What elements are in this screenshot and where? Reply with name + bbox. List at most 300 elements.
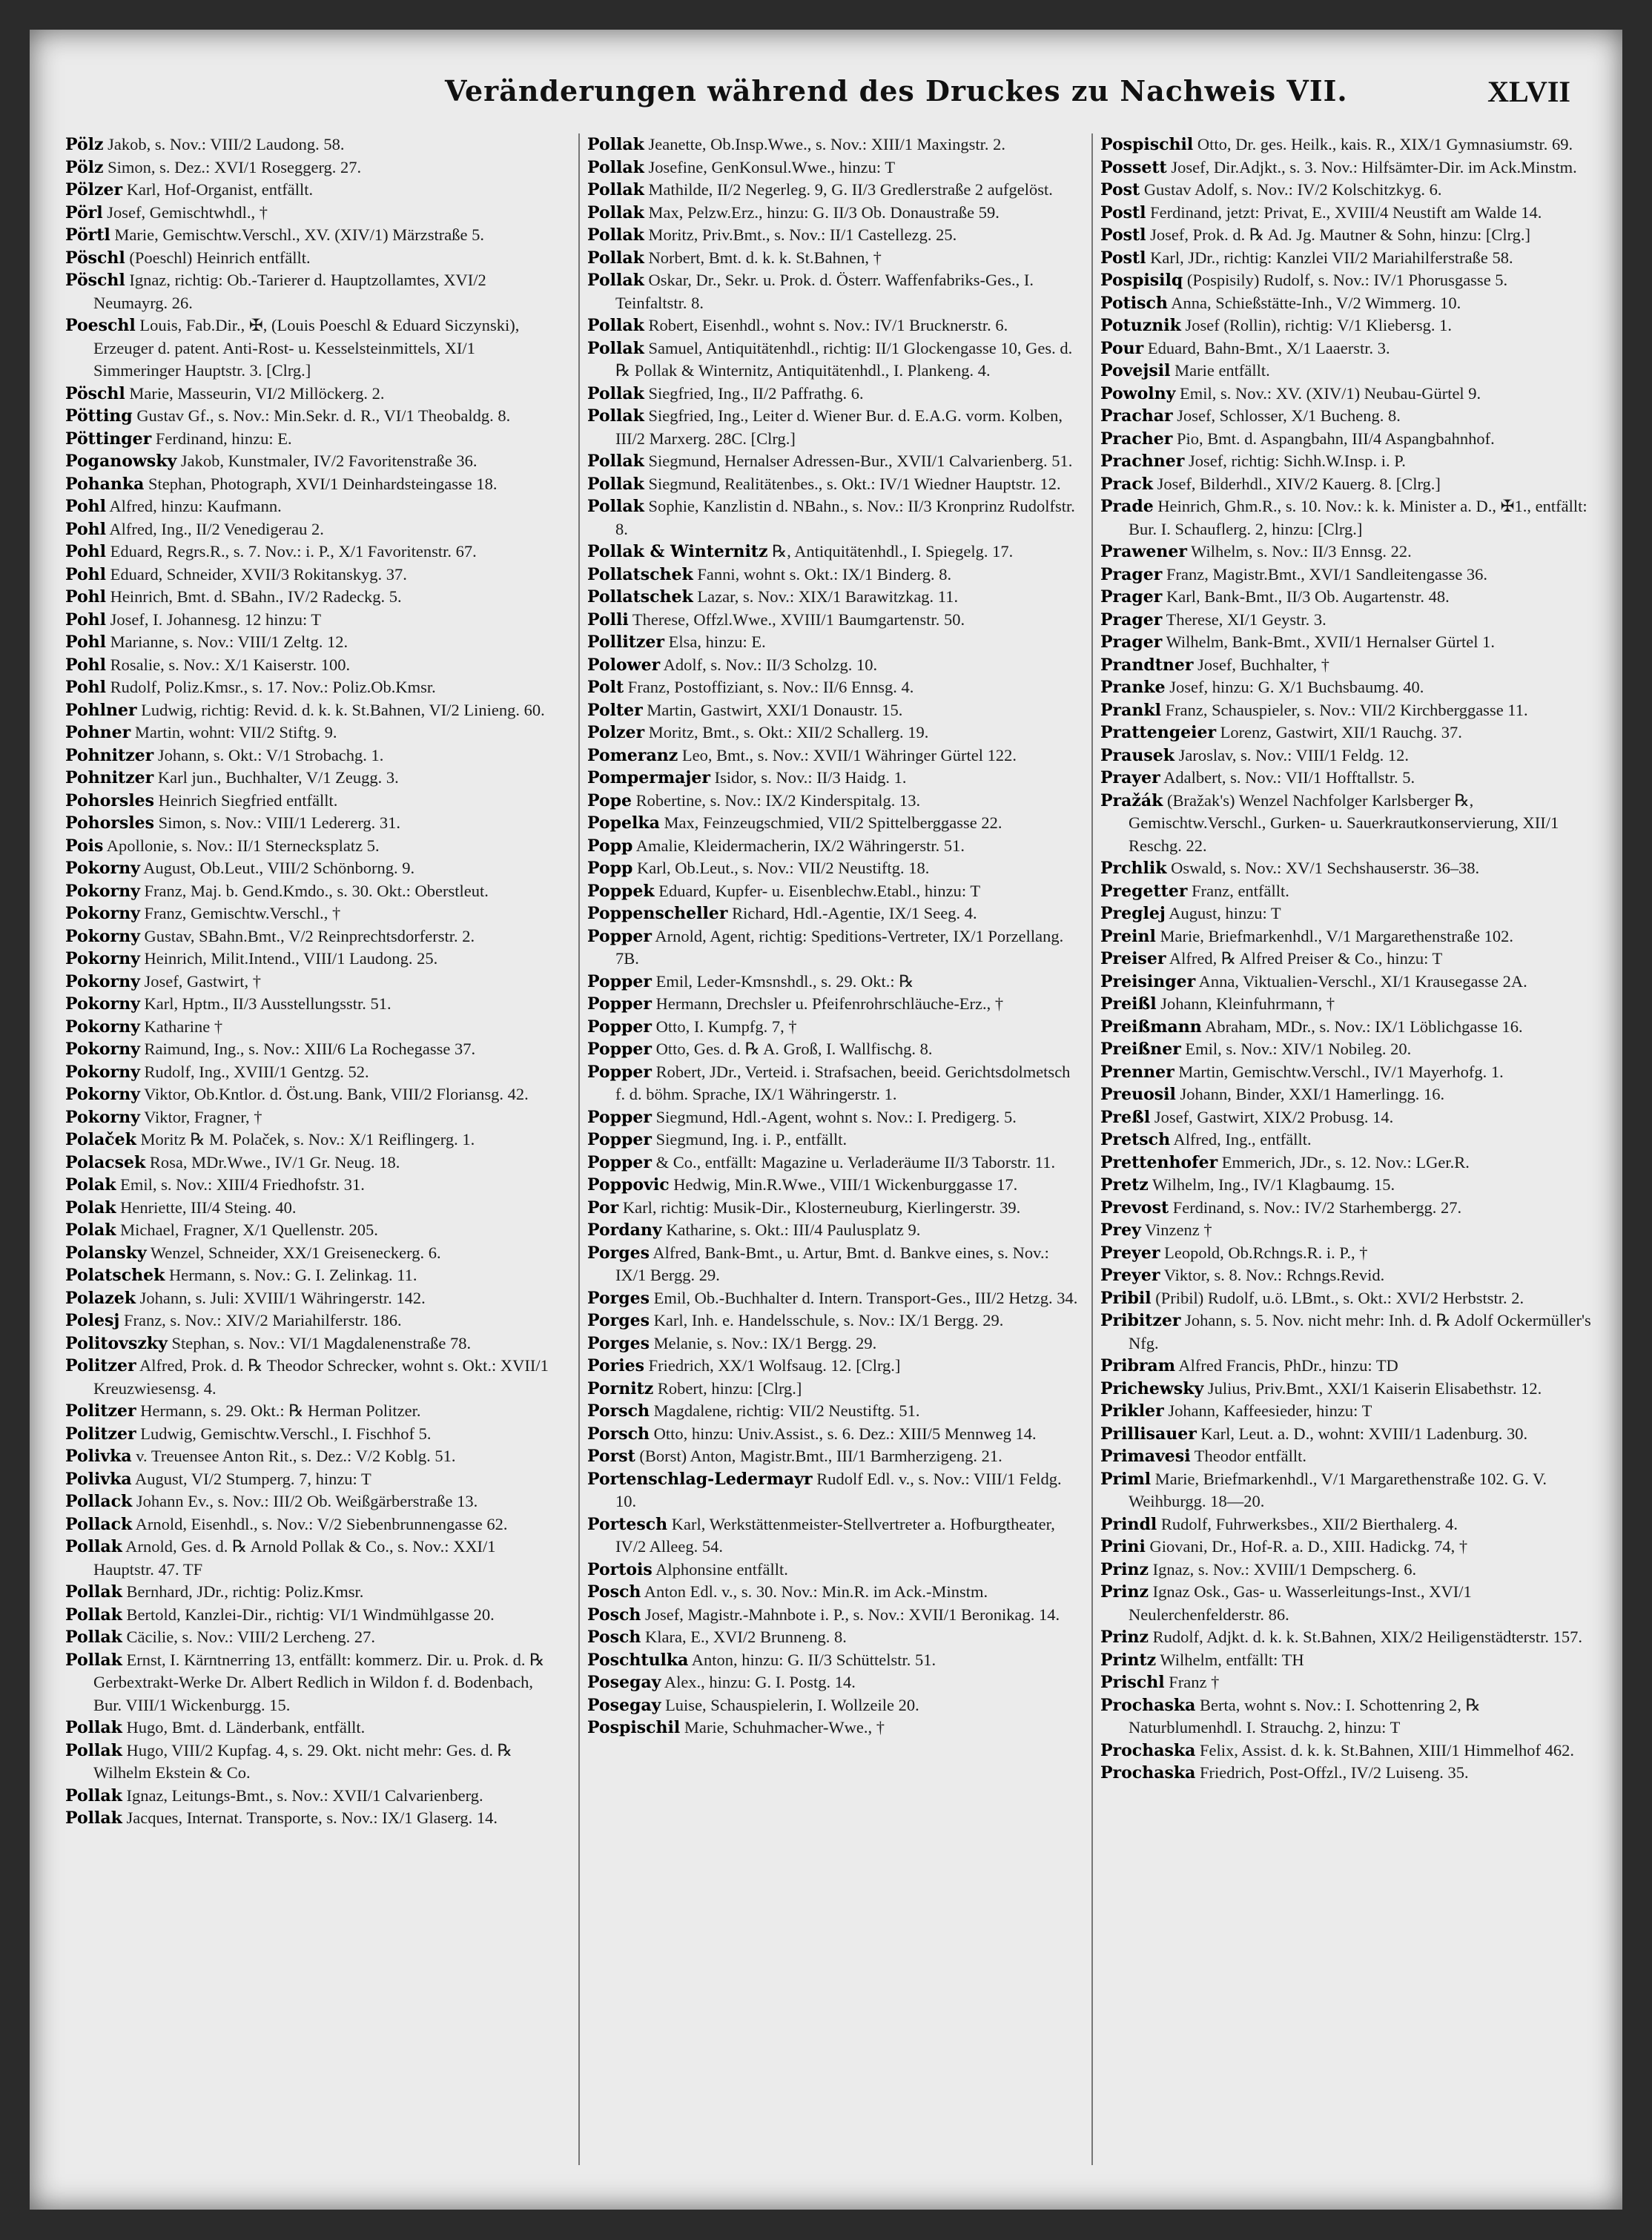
entry-surname: Popper	[587, 971, 652, 991]
entry-details: Franz, Maj. b. Gend.Kmdo., s. 30. Okt.: Oberstleut.	[139, 881, 489, 900]
entry-surname: Pohl	[65, 655, 106, 675]
directory-entry	[587, 790, 1083, 813]
entry-details: Alfred, ℞ Alfred Preiser & Co., hinzu: T	[1166, 949, 1443, 968]
entry-details: Josef, Buchhalter, †	[1193, 655, 1329, 674]
entry-details: Isidor, s. Nov.: II/3 Haidg. 1.	[710, 768, 907, 787]
entry-surname: Prindl	[1100, 1514, 1157, 1534]
entry-details: Henriette, III/4 Steing. 40.	[116, 1197, 297, 1217]
entry-details: Karl, Leut. a. D., wohnt: XVIII/1 Ladenburg. 30.	[1196, 1424, 1528, 1443]
directory-entry	[1100, 292, 1596, 315]
entry-details: Anna, Viktualien-Verschl., XI/1 Krausegasse 2A.	[1195, 971, 1527, 991]
directory-entry	[1100, 1762, 1596, 1785]
entry-details: & Co., entfällt: Magazine u. Verladeräume II/3 Taborstr. 11.	[651, 1152, 1056, 1172]
directory-entry	[65, 428, 561, 451]
entry-surname: Pollak	[65, 1650, 122, 1670]
directory-entry	[587, 1581, 1083, 1604]
directory-entry	[1100, 699, 1596, 722]
directory-entry	[65, 1174, 561, 1197]
entry-surname: Pokorny	[65, 859, 140, 878]
entry-surname: Portenschlag-Ledermayr	[587, 1469, 813, 1489]
entry-details: Rudolf, Adjkt. d. k. k. St.Bahnen, XIX/2 Heiligenstädterstr. 157.	[1148, 1628, 1582, 1646]
entry-details: Alfred Francis, PhDr., hinzu: TD	[1175, 1356, 1398, 1375]
entry-details: Franz, s. Nov.: XIV/2 Mariahilferstr. 186.	[119, 1311, 402, 1329]
entry-details: Norbert, Bmt. d. k. k. St.Bahnen, †	[644, 248, 882, 267]
directory-entry	[1100, 586, 1596, 609]
entry-surname: Polzer	[587, 723, 645, 742]
entry-surname: Pohorsles	[65, 790, 155, 810]
directory-entry	[1100, 1536, 1596, 1559]
entry-surname: Primavesi	[1100, 1447, 1191, 1466]
directory-entry	[587, 1717, 1083, 1740]
entry-details: Ignaz, Leitungs-Bmt., s. Nov.: XVII/1 Calvarienberg.	[122, 1785, 483, 1805]
directory-entry	[65, 1445, 561, 1468]
entry-details: Amalie, Kleidermacherin, IX/2 Währingerstr. 51.	[632, 836, 965, 855]
directory-entry	[587, 812, 1083, 835]
directory-entry	[1100, 1559, 1596, 1582]
directory-entry	[587, 609, 1083, 632]
directory-entry	[65, 1468, 561, 1491]
entry-surname: Printz	[1100, 1650, 1157, 1670]
entry-surname: Porges	[587, 1333, 650, 1353]
entry-surname: Porges	[587, 1243, 650, 1263]
directory-entry	[65, 812, 561, 835]
directory-entry	[1100, 179, 1596, 202]
entry-details: Eduard, Bahn-Bmt., X/1 Laaerstr. 3.	[1143, 338, 1390, 357]
directory-entry	[587, 586, 1083, 609]
entry-details: Franz, entfällt.	[1187, 881, 1289, 900]
entry-details: Johann Ev., s. Nov.: III/2 Ob. Weißgärberstraße 13.	[132, 1492, 478, 1510]
directory-entry	[587, 247, 1083, 270]
entry-details: Ferdinand, jetzt: Privat, E., XVIII/4 Neustift am Walde 14.	[1146, 202, 1542, 222]
entry-details: Hedwig, Min.R.Wwe., VIII/1 Wickenburggasse 17.	[669, 1175, 1018, 1194]
entry-details: Robert, Eisenhdl., wohnt s. Nov.: IV/1 Brucknerstr. 6.	[644, 316, 1008, 334]
directory-entry	[65, 1038, 561, 1061]
directory-entry	[1100, 1626, 1596, 1649]
entry-details: Martin, Gemischtw.Verschl., IV/1 Mayerhofg. 1.	[1174, 1062, 1504, 1081]
entry-surname: Powolny	[1100, 383, 1176, 403]
directory-entry	[587, 495, 1083, 541]
directory-entry	[65, 383, 561, 406]
directory-entry	[1100, 767, 1596, 790]
entry-surname: Pollak	[65, 1740, 122, 1760]
entry-surname: Prichewsky	[1100, 1378, 1204, 1398]
entry-details: Alex., hinzu: G. I. Postg. 14.	[661, 1673, 856, 1691]
entry-surname: Polivka	[65, 1447, 132, 1466]
entry-details: Lazar, s. Nov.: XIX/1 Barawitzkag. 11.	[693, 587, 959, 606]
directory-entry	[65, 699, 561, 722]
entry-surname: Popper	[587, 1017, 652, 1037]
directory-page	[30, 30, 1622, 2210]
entry-details: Gustav Adolf, s. Nov.: IV/2 Kolschitzkyg. 6.	[1140, 180, 1442, 199]
entry-surname: Potuznik	[1100, 316, 1181, 335]
entry-details: Johann, s. Juli: XVIII/1 Währingerstr. 142.	[135, 1288, 426, 1307]
entry-details: Anton Edl. v., s. 30. Nov.: Min.R. im Ack.-Minstm.	[641, 1582, 988, 1601]
entry-details: (Pospisily) Rudolf, s. Nov.: IV/1 Phorusgasse 5.	[1183, 271, 1508, 289]
entry-surname: Pohl	[65, 587, 106, 607]
directory-entry	[587, 1038, 1083, 1061]
entry-details: Josef, Prok. d. ℞ Ad. Jg. Mautner & Sohn, hinzu: [Clrg.]	[1146, 225, 1531, 244]
directory-entry	[1100, 1219, 1596, 1242]
entry-details: Josef, I. Johannesg. 12 hinzu: T	[105, 609, 322, 629]
directory-entry	[65, 1129, 561, 1152]
entry-surname: Pregetter	[1100, 881, 1188, 901]
directory-entry	[65, 179, 561, 202]
entry-surname: Polansky	[65, 1243, 147, 1263]
entry-surname: Posegay	[587, 1695, 661, 1715]
entry-details: Karl jun., Buchhalter, V/1 Zeugg. 3.	[153, 768, 399, 787]
directory-entry	[1100, 609, 1596, 632]
entry-surname: Pohl	[65, 542, 106, 561]
entry-surname: Prikler	[1100, 1401, 1164, 1421]
entry-surname: Pohl	[65, 609, 106, 630]
directory-entry	[587, 337, 1083, 383]
entry-surname: Polivka	[65, 1469, 132, 1489]
entry-details: Katharine †	[139, 1017, 223, 1036]
directory-entry	[65, 631, 561, 654]
entry-surname: Preyer	[1100, 1243, 1160, 1263]
entry-details: Johann, s. Okt.: V/1 Strobachg. 1.	[153, 745, 384, 764]
directory-entry	[1100, 1197, 1596, 1220]
directory-entry	[65, 586, 561, 609]
directory-entry	[65, 133, 561, 156]
directory-entry	[65, 541, 561, 564]
entry-details: Martin, wohnt: VII/2 Stiftg. 9.	[130, 723, 337, 741]
entry-surname: Posch	[587, 1605, 641, 1625]
directory-entry	[65, 1649, 561, 1717]
entry-details: Julius, Priv.Bmt., XXI/1 Kaiserin Elisabethstr. 12.	[1203, 1378, 1542, 1398]
entry-details: Jacques, Internat. Transporte, s. Nov.: IX/1 Glaserg. 14.	[122, 1808, 498, 1827]
entry-surname: Postl	[1100, 202, 1146, 222]
entry-details: Josef, Gastwirt, †	[139, 971, 262, 991]
entry-surname: Pollak	[65, 1605, 122, 1625]
entry-details: Karl, Hptm., II/3 Ausstellungsstr. 51.	[139, 994, 391, 1013]
directory-entry	[65, 224, 561, 247]
directory-entry	[1100, 948, 1596, 971]
entry-surname: Pöschl	[65, 271, 125, 290]
entry-surname: Pohl	[65, 632, 106, 652]
entry-details: Ignaz Osk., Gas- u. Wasserleitungs-Inst., XVI/1 Neulerchenfelderstr. 86.	[1129, 1582, 1472, 1624]
entry-surname: Porges	[587, 1311, 650, 1330]
directory-entry	[587, 654, 1083, 677]
entry-details: Robert, hinzu: [Clrg.]	[653, 1378, 802, 1398]
directory-entry	[65, 1423, 561, 1446]
entry-details: Franz †	[1164, 1673, 1220, 1691]
directory-entry	[587, 857, 1083, 880]
entry-details: Apollonie, s. Nov.: II/1 Sternecksplatz 5.	[103, 836, 380, 855]
entry-details: Martin, Gastwirt, XXI/1 Donaustr. 15.	[642, 700, 903, 719]
directory-entry	[1100, 1152, 1596, 1174]
entry-details: Otto, I. Kumpfg. 7, †	[651, 1017, 797, 1036]
entry-surname: Pokorny	[65, 971, 140, 991]
entry-details: Felix, Assist. d. k. k. St.Bahnen, XIII/1 Himmelhof 462.	[1195, 1740, 1574, 1760]
entry-details: Viktor, Fragner, †	[139, 1107, 262, 1126]
entry-surname: Pordany	[587, 1220, 662, 1240]
directory-entry	[1100, 744, 1596, 767]
entry-details: Jakob, s. Nov.: VIII/2 Laudong. 58.	[103, 135, 345, 153]
directory-entry	[1100, 1106, 1596, 1129]
directory-entry	[587, 971, 1083, 994]
directory-entry	[65, 993, 561, 1016]
directory-entry	[65, 857, 561, 880]
entry-details: Robert, JDr., Verteid. i. Strafsachen, beeid. Gerichtsdolmetsch f. d. böhm. Sprache, IX/1 Währingerstr. 1.	[615, 1062, 1071, 1103]
entry-surname: Polower	[587, 655, 661, 675]
directory-entry	[65, 948, 561, 971]
directory-entry	[1100, 428, 1596, 451]
directory-entry	[587, 1694, 1083, 1717]
entry-surname: Pollak & Winternitz	[587, 542, 768, 561]
entry-surname: Pranke	[1100, 678, 1166, 697]
entry-surname: Prade	[1100, 497, 1154, 516]
directory-entry	[1100, 202, 1596, 225]
directory-entry	[65, 880, 561, 903]
entry-surname: Pollak	[587, 135, 644, 154]
directory-entry	[65, 1536, 561, 1581]
entry-details: Franz, Magistr.Bmt., XVI/1 Sandleitengasse 36.	[1162, 564, 1488, 584]
entry-details: Gustav Gf., s. Nov.: Min.Sekr. d. R., VI/1 Theobaldg. 8.	[132, 406, 511, 425]
entry-surname: Pornitz	[587, 1378, 654, 1398]
directory-entry	[1100, 1581, 1596, 1626]
entry-surname: Pollak	[587, 202, 644, 222]
entry-surname: Poeschl	[65, 316, 136, 335]
directory-entry	[65, 156, 561, 179]
entry-surname: Pribram	[1100, 1356, 1175, 1375]
entry-details: Jakob, Kunstmaler, IV/2 Favoritenstraße 36.	[176, 452, 478, 470]
directory-entry	[65, 1604, 561, 1627]
directory-entry	[587, 1106, 1083, 1129]
entry-details: Eduard, Regrs.R., s. 7. Nov.: i. P., X/1 Favoritenstr. 67.	[105, 542, 477, 561]
entry-details: Siegfried, Ing., II/2 Paffrathg. 6.	[644, 383, 864, 403]
entry-surname: Pollak	[587, 452, 644, 471]
entry-details: Max, Feinzeugschmied, VII/2 Spittelberggasse 22.	[659, 813, 1002, 832]
entry-details: Moritz ℞ M. Polaček, s. Nov.: X/1 Reiflingerg. 1.	[136, 1130, 475, 1149]
entry-details: Wilhelm, Bank-Bmt., XVII/1 Hernalser Gürtel 1.	[1162, 632, 1495, 651]
entry-surname: Pöschl	[65, 383, 125, 403]
entry-surname: Preyer	[1100, 1266, 1160, 1285]
directory-entry	[65, 1400, 561, 1423]
entry-surname: Politovszky	[65, 1333, 168, 1353]
directory-entry	[1100, 495, 1596, 541]
entry-surname: Poganowsky	[65, 452, 177, 471]
directory-entry	[1100, 1174, 1596, 1197]
directory-entry	[1100, 247, 1596, 270]
entry-details: Rudolf, Fuhrwerksbes., XII/2 Bierthalerg. 4.	[1157, 1514, 1458, 1533]
directory-entry	[1100, 1400, 1596, 1423]
entry-details: Heinrich, Milit.Intend., VIII/1 Laudong. 25.	[139, 949, 438, 968]
directory-entry	[65, 902, 561, 925]
entry-surname: Pospischil	[587, 1718, 681, 1737]
directory-entry	[587, 1378, 1083, 1401]
entry-surname: Pohl	[65, 497, 106, 516]
entry-surname: Popper	[587, 1040, 652, 1059]
entry-details: Moritz, Priv.Bmt., s. Nov.: II/1 Castellezg. 25.	[644, 225, 957, 244]
entry-surname: Possett	[1100, 157, 1167, 177]
entry-surname: Pötting	[65, 406, 133, 426]
entry-details: Stephan, Photograph, XVI/1 Deinhardsteingasse 18.	[144, 474, 498, 493]
entry-surname: Prenner	[1100, 1062, 1174, 1082]
directory-entry	[1100, 337, 1596, 360]
entry-details: Karl, Inh. e. Handelsschule, s. Nov.: IX/1 Bergg. 29.	[649, 1311, 1004, 1329]
directory-entry	[587, 1129, 1083, 1152]
entry-surname: Preiser	[1100, 949, 1166, 968]
entry-surname: Pohlner	[65, 700, 137, 720]
entry-surname: Preglej	[1100, 904, 1166, 923]
directory-entry	[65, 1513, 561, 1536]
entry-details: Therese, XI/1 Geystr. 3.	[1162, 609, 1326, 629]
entry-surname: Posch	[587, 1582, 641, 1602]
entry-details: Marie, Briefmarkenhdl., V/1 Margarethenstraße 102. G. V. Weihburgg. 18—20.	[1129, 1469, 1547, 1510]
entry-details: Max, Pelzw.Erz., hinzu: G. II/3 Ob. Donaustraße 59.	[644, 202, 1000, 222]
entry-surname: Prinz	[1100, 1582, 1149, 1602]
entry-surname: Prinz	[1100, 1628, 1149, 1647]
entry-details: Luise, Schauspielerin, I. Wollzeile 20.	[661, 1695, 919, 1714]
entry-surname: Prettenhofer	[1100, 1152, 1218, 1172]
entry-details: Josef, richtig: Sichh.W.Insp. i. P.	[1184, 452, 1406, 470]
entry-surname: Pollak	[587, 248, 644, 268]
entry-details: Jeanette, Ob.Insp.Wwe., s. Nov.: XIII/1 Maxingstr. 2.	[644, 135, 1006, 153]
entry-surname: Pöttinger	[65, 429, 152, 449]
entry-surname: Polacsek	[65, 1152, 146, 1172]
entry-surname: Poppenscheller	[587, 904, 728, 923]
entry-surname: Prack	[1100, 474, 1154, 494]
directory-entry	[587, 1671, 1083, 1694]
entry-surname: Preißmann	[1100, 1017, 1202, 1037]
entry-surname: Prankl	[1100, 700, 1161, 720]
entry-details: Michael, Fragner, X/1 Quellenstr. 205.	[116, 1220, 378, 1239]
entry-details: Jaroslav, s. Nov.: VIII/1 Feldg. 12.	[1174, 745, 1410, 764]
entry-surname: Polak	[65, 1175, 116, 1195]
directory-entry	[65, 405, 561, 428]
entry-details: Cäcilie, s. Nov.: VIII/2 Lercheng. 27.	[122, 1628, 376, 1646]
entry-details: Melanie, s. Nov.: IX/1 Bergg. 29.	[649, 1333, 877, 1352]
entry-details: Alfred, hinzu: Kaufmann.	[105, 497, 282, 515]
entry-surname: Pollak	[587, 225, 644, 245]
directory-entry	[587, 631, 1083, 654]
entry-surname: Pollak	[587, 180, 644, 199]
entry-surname: Por	[587, 1197, 619, 1218]
directory-entry	[65, 1264, 561, 1287]
entry-details: Elsa, hinzu: E.	[664, 632, 766, 651]
directory-entry	[1100, 880, 1596, 903]
entry-details: Ignaz, richtig: Ob.-Tarierer d. Hauptzollamtes, XVI/2 Neumayrg. 26.	[93, 271, 486, 312]
entry-details: Rudolf Edl. v., s. Nov.: VIII/1 Feldg. 10.	[615, 1469, 1062, 1510]
entry-details: Franz, Postoffiziant, s. Nov.: II/6 Ennsg. 4.	[624, 678, 914, 696]
entry-surname: Popp	[587, 859, 633, 878]
entry-surname: Polesj	[65, 1311, 120, 1330]
directory-entry	[587, 1400, 1083, 1423]
directory-entry	[65, 1717, 561, 1740]
entry-details: Rudolf, Ing., XVIII/1 Gentzg. 52.	[139, 1062, 369, 1081]
entry-surname: Prochaska	[1100, 1763, 1196, 1783]
entry-details: Louis, Fab.Dir., ✠, (Louis Poeschl & Eduard Siczynski), Erzeuger d. patent. Anti-Rost- u. Kesselsteinmittels, XI/1 Simmeringer Hauptstr. 3. [Clrg.]	[93, 316, 520, 380]
directory-entry	[65, 518, 561, 541]
entry-surname: Povejsil	[1100, 361, 1171, 380]
entry-details: Moritz, Bmt., s. Okt.: XII/2 Schallerg. 19.	[644, 723, 929, 741]
entry-surname: Preisinger	[1100, 971, 1196, 991]
entry-surname: Polak	[65, 1197, 116, 1218]
entry-details: Wilhelm, Ing., IV/1 Klagbaumg. 15.	[1148, 1175, 1395, 1194]
entry-details: Marie, Gemischtw.Verschl., XV. (XIV/1) Märzstraße 5.	[110, 225, 484, 244]
directory-entry	[65, 1016, 561, 1039]
entry-surname: Polatschek	[65, 1266, 165, 1285]
entry-surname: Preuosil	[1100, 1085, 1176, 1104]
entry-surname: Pölz	[65, 157, 104, 177]
entry-details: Arnold, Agent, richtig: Speditions-Vertreter, IX/1 Porzellang. 7B.	[615, 926, 1064, 968]
directory-entry	[587, 1423, 1083, 1446]
directory-entry	[587, 450, 1083, 473]
entry-surname: Pokorny	[65, 949, 140, 968]
entry-details: Hermann, Drechsler u. Pfeifenrohrschläuche-Erz., †	[651, 994, 1004, 1013]
directory-entry	[65, 473, 561, 496]
entry-details: Heinrich, Ghm.R., s. 10. Nov.: k. k. Minister a. D., ✠1., entfällt: Bur. I. Schauflerg. 2, hinzu: [Clrg.]	[1129, 497, 1587, 538]
entry-surname: Pories	[587, 1356, 644, 1375]
entry-details: Viktor, Ob.Kntlor. d. Öst.ung. Bank, VIII/2 Floriansg. 42.	[139, 1085, 529, 1103]
entry-details: Karl, Ob.Leut., s. Nov.: VII/2 Neustiftg. 18.	[632, 859, 930, 877]
entry-details: Josef, Gemischtwhdl., †	[102, 202, 268, 222]
directory-entry	[1100, 564, 1596, 587]
entry-details: Raimund, Ing., s. Nov.: XIII/6 La Rochegasse 37.	[139, 1040, 476, 1058]
entry-details: Simon, s. Dez.: XVI/1 Roseggerg. 27.	[103, 157, 362, 176]
directory-entry	[65, 925, 561, 948]
entry-details: Ludwig, richtig: Revid. d. k. k. St.Bahnen, VI/2 Linieng. 60.	[136, 700, 545, 719]
entry-surname: Postl	[1100, 248, 1146, 268]
directory-entry	[1100, 1740, 1596, 1762]
directory-entry	[1100, 1309, 1596, 1355]
entry-details: Franz, Schauspieler, s. Nov.: VII/2 Kirchberggasse 11.	[1160, 700, 1528, 719]
entry-details: Emmerich, JDr., s. 12. Nov.: LGer.R.	[1217, 1152, 1470, 1172]
entry-details: Theodor entfällt.	[1190, 1447, 1306, 1465]
entry-surname: Pöschl	[65, 248, 125, 268]
directory-entry	[587, 676, 1083, 699]
directory-entry	[65, 1332, 561, 1355]
entry-surname: Pollak	[65, 1537, 122, 1556]
entry-details: Marie entfällt.	[1170, 361, 1270, 380]
entry-surname: Polak	[65, 1220, 116, 1240]
directory-entry	[1100, 1083, 1596, 1106]
entry-details: Rosalie, s. Nov.: X/1 Kaiserstr. 100.	[105, 655, 351, 674]
entry-details: Heinrich Siegfried entfällt.	[154, 790, 338, 810]
directory-entry	[587, 1559, 1083, 1582]
directory-entry	[1100, 1423, 1596, 1446]
directory-entry	[65, 744, 561, 767]
directory-entry	[587, 1309, 1083, 1332]
directory-entry	[65, 1309, 561, 1332]
entry-details: Alphonsine entfällt.	[652, 1559, 788, 1579]
entry-details: Ferdinand, s. Nov.: IV/2 Starhembergg. 27.	[1169, 1197, 1462, 1217]
entry-details: Emil, s. Nov.: XIII/4 Friedhofstr. 31.	[116, 1175, 365, 1194]
entry-surname: Popper	[587, 1107, 652, 1127]
entry-details: Otto, hinzu: Univ.Assist., s. 6. Dez.: XIII/5 Mennweg 14.	[650, 1424, 1037, 1443]
entry-surname: Pokorny	[65, 904, 140, 923]
entry-details: Heinrich, Bmt. d. SBahn., IV/2 Radeckg. 5.	[105, 587, 402, 606]
directory-entry	[1100, 790, 1596, 858]
entry-details: Hugo, Bmt. d. Länderbank, entfällt.	[122, 1718, 366, 1737]
directory-entry	[587, 1219, 1083, 1242]
column-right	[1091, 133, 1596, 2165]
entry-surname: Pollak	[65, 1785, 122, 1805]
entry-surname: Postl	[1100, 225, 1146, 245]
entry-surname: Popper	[587, 926, 652, 946]
directory-entry	[1100, 1694, 1596, 1740]
entry-surname: Polter	[587, 700, 643, 720]
directory-entry	[65, 1106, 561, 1129]
entry-surname: Popper	[587, 1062, 652, 1082]
entry-surname: Pollak	[587, 271, 644, 290]
directory-entry	[587, 1445, 1083, 1468]
directory-entry	[1100, 925, 1596, 948]
directory-entry	[65, 971, 561, 994]
entry-details: ℞, Antiquitätenhdl., I. Spiegelg. 17.	[767, 542, 1014, 561]
directory-entry	[587, 1626, 1083, 1649]
